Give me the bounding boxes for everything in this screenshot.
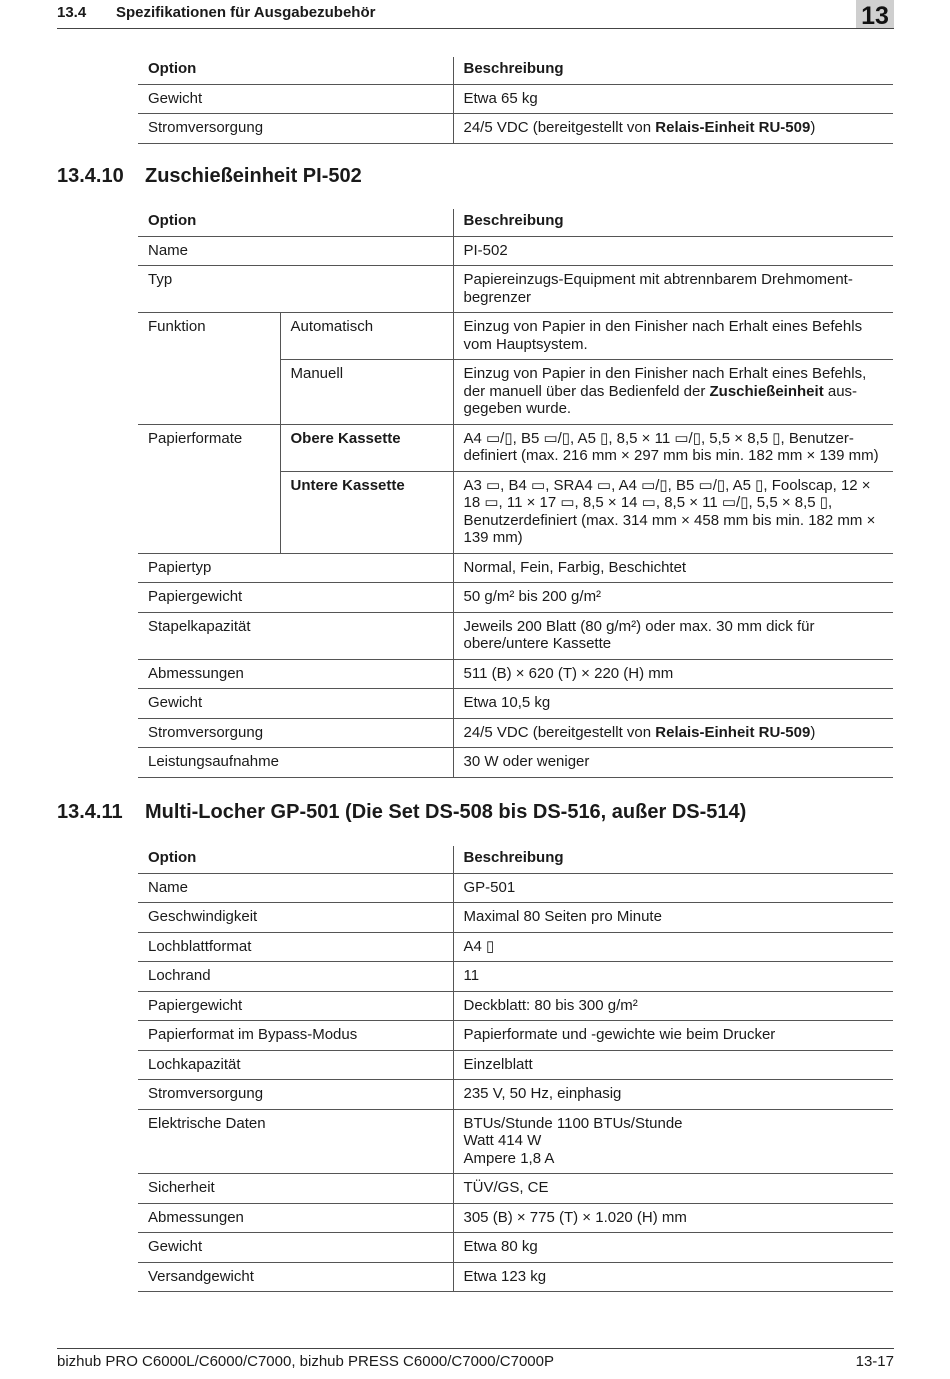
chapter-badge: 13	[856, 0, 894, 28]
row-description	[453, 114, 893, 144]
row-suboption	[280, 424, 453, 471]
row-description: Etwa 65 kg	[453, 84, 893, 114]
table-row	[138, 1233, 893, 1263]
row-description: A3 ▭, B4 ▭, SRA4 ▭, A4 ▭/▯, B5 ▭/▯, A5 ▯, Foolscap, 12 × 18 ▭, 11 × 17 ▭, 8,5 × 14 ▭, 8,5 × 11 ▭/▯, 5,5 × 8,5 ▯, Benutzerdefiniert (max. 314 mm × 458 mm bis min. 182 mm × 139 mm)	[453, 471, 893, 553]
header-section-title: Spezifikationen für Ausgabezubehör	[116, 4, 376, 21]
electrical-line: Ampere 1,8 A	[463, 1149, 555, 1167]
row-description: 235 V, 50 Hz, einphasig	[453, 1080, 893, 1110]
row-option: Name	[138, 873, 453, 903]
row-option: Sicherheit	[138, 1174, 453, 1204]
row-description: Einzelblatt	[453, 1050, 893, 1080]
row-option: Stapelkapazität	[138, 612, 453, 659]
row-description: 11	[453, 962, 893, 992]
bold-label: Obere Kassette	[290, 429, 401, 447]
bold-reference: Relais-Einheit RU-509	[655, 119, 811, 136]
row-description	[453, 360, 893, 425]
table-row	[138, 718, 893, 748]
row-suboption: Manuell	[280, 360, 453, 425]
row-description: A4 ▯	[453, 932, 893, 962]
row-option: Versandgewicht	[138, 1262, 453, 1292]
table-row	[138, 313, 893, 360]
row-option: Name	[138, 236, 453, 266]
row-suboption	[280, 471, 453, 553]
row-option: Gewicht	[138, 1233, 453, 1263]
section-heading-gp501	[57, 801, 746, 824]
electrical-line: BTUs/Stunde 1100 BTUs/Stunde	[463, 1114, 683, 1132]
spec-table-continued	[138, 57, 893, 144]
row-description: Jeweils 200 Blatt (80 g/m²) oder max. 30 mm dick für obere/untere Kassette	[453, 612, 893, 659]
row-description: Deckblatt: 80 bis 300 g/m²	[453, 991, 893, 1021]
row-description: GP-501	[453, 873, 893, 903]
table-row	[138, 873, 893, 903]
row-option: Funktion	[138, 313, 280, 425]
table-row	[138, 1050, 893, 1080]
row-description: PI-502	[453, 236, 893, 266]
row-description: Etwa 123 kg	[453, 1262, 893, 1292]
row-description: Einzug von Papier in den Finisher nach Erhalt eines Befehls vom Hauptsystem.	[453, 313, 893, 360]
row-description: Papierformate und -gewichte wie beim Drucker	[453, 1021, 893, 1051]
row-option: Stromversorgung	[138, 114, 453, 144]
spec-table-pi502	[138, 209, 893, 778]
table-row	[138, 1080, 893, 1110]
table-row	[138, 1174, 893, 1204]
table-row	[138, 553, 893, 583]
section-title: Zuschießeinheit PI-502	[145, 165, 362, 187]
row-suboption: Automatisch	[280, 313, 453, 360]
table-row	[138, 424, 893, 471]
row-description: Papiereinzugs-Equipment mit abtrennbarem Drehmoment-begrenzer	[453, 266, 893, 313]
table-row	[138, 962, 893, 992]
section-number: 13.4.11	[57, 801, 123, 823]
column-header-description: Beschreibung	[453, 57, 893, 84]
row-description: Etwa 80 kg	[453, 1233, 893, 1263]
table-row	[138, 266, 893, 313]
table-row	[138, 903, 893, 933]
electrical-line: Watt 414 W	[463, 1132, 542, 1149]
bold-reference: Zuschießeinheit	[709, 382, 824, 400]
table-row	[138, 991, 893, 1021]
text-part: 24/5 VDC (bereitgestellt von	[463, 119, 656, 136]
row-option: Abmessungen	[138, 659, 453, 689]
row-option: Gewicht	[138, 84, 453, 114]
row-option: Stromversorgung	[138, 1080, 453, 1110]
table-row	[138, 932, 893, 962]
bold-label: Untere Kassette	[290, 476, 405, 494]
row-option: Lochkapazität	[138, 1050, 453, 1080]
table-row	[138, 114, 893, 144]
text-part: 24/5 VDC (bereitgestellt von	[463, 723, 656, 741]
text-part: Einzug von Papier in den Finisher nach Erhalt eines Befehls, der manuell über das Bedienfeld der	[463, 365, 867, 400]
row-option: Stromversorgung	[138, 718, 453, 748]
row-option: Geschwindigkeit	[138, 903, 453, 933]
section-heading-pi502	[57, 165, 362, 188]
table-row	[138, 689, 893, 719]
row-option: Papiertyp	[138, 553, 453, 583]
section-number: 13.4.10	[57, 165, 124, 187]
row-description: 30 W oder weniger	[453, 748, 893, 778]
column-header-description: Beschreibung	[453, 209, 893, 236]
row-description: A4 ▭/▯, B5 ▭/▯, A5 ▯, 8,5 × 11 ▭/▯, 5,5 × 8,5 ▯, Benutzer-definiert (max. 216 mm × 297 mm bis min. 182 mm × 139 mm)	[453, 424, 893, 471]
row-option: Gewicht	[138, 689, 453, 719]
row-option: Papierformate	[138, 424, 280, 553]
row-description: 50 g/m² bis 200 g/m²	[453, 583, 893, 613]
row-description: Normal, Fein, Farbig, Beschichtet	[453, 553, 893, 583]
row-description	[453, 1109, 893, 1174]
row-description: Etwa 10,5 kg	[453, 689, 893, 719]
table-row	[138, 612, 893, 659]
table-row	[138, 1203, 893, 1233]
row-option: Leistungsaufnahme	[138, 748, 453, 778]
bold-reference: Relais-Einheit RU-509	[655, 723, 811, 741]
table-row	[138, 1109, 893, 1174]
row-option: Typ	[138, 266, 453, 313]
row-description: 511 (B) × 620 (T) × 220 (H) mm	[453, 659, 893, 689]
footer-models: bizhub PRO C6000L/C6000/C7000, bizhub PRESS C6000/C7000/C7000P	[57, 1353, 554, 1370]
section-title: Multi-Locher GP-501 (Die Set DS-508 bis DS-516, außer DS-514)	[145, 801, 747, 823]
row-description: TÜV/GS, CE	[453, 1174, 893, 1204]
row-description: 305 (B) × 775 (T) × 1.020 (H) mm	[453, 1203, 893, 1233]
column-header-description: Beschreibung	[453, 846, 893, 873]
table-row	[138, 659, 893, 689]
row-option: Papiergewicht	[138, 583, 453, 613]
text-part: )	[810, 119, 816, 136]
column-header-option: Option	[148, 60, 197, 77]
row-description: Maximal 80 Seiten pro Minute	[453, 903, 893, 933]
page-footer	[57, 1348, 894, 1370]
table-row	[138, 748, 893, 778]
column-header-option: Option	[148, 212, 197, 229]
row-option: Papierformat im Bypass-Modus	[138, 1021, 453, 1051]
row-option: Lochrand	[138, 962, 453, 992]
table-row	[138, 84, 893, 114]
table-row	[138, 583, 893, 613]
text-part: aus-gegeben wurde.	[463, 382, 858, 417]
row-option: Elektrische Daten	[138, 1109, 453, 1174]
spec-table-gp501	[138, 846, 893, 1292]
row-description	[453, 718, 893, 748]
header-section-number: 13.4	[57, 4, 87, 21]
page-header	[57, 0, 894, 29]
table-row	[138, 1021, 893, 1051]
table-row	[138, 1262, 893, 1292]
table-row	[138, 236, 893, 266]
row-option: Lochblattformat	[138, 932, 453, 962]
row-option: Abmessungen	[138, 1203, 453, 1233]
column-header-option: Option	[148, 849, 197, 866]
row-option: Papiergewicht	[138, 991, 453, 1021]
page-number: 13-17	[855, 1353, 894, 1370]
text-part: )	[810, 723, 816, 741]
